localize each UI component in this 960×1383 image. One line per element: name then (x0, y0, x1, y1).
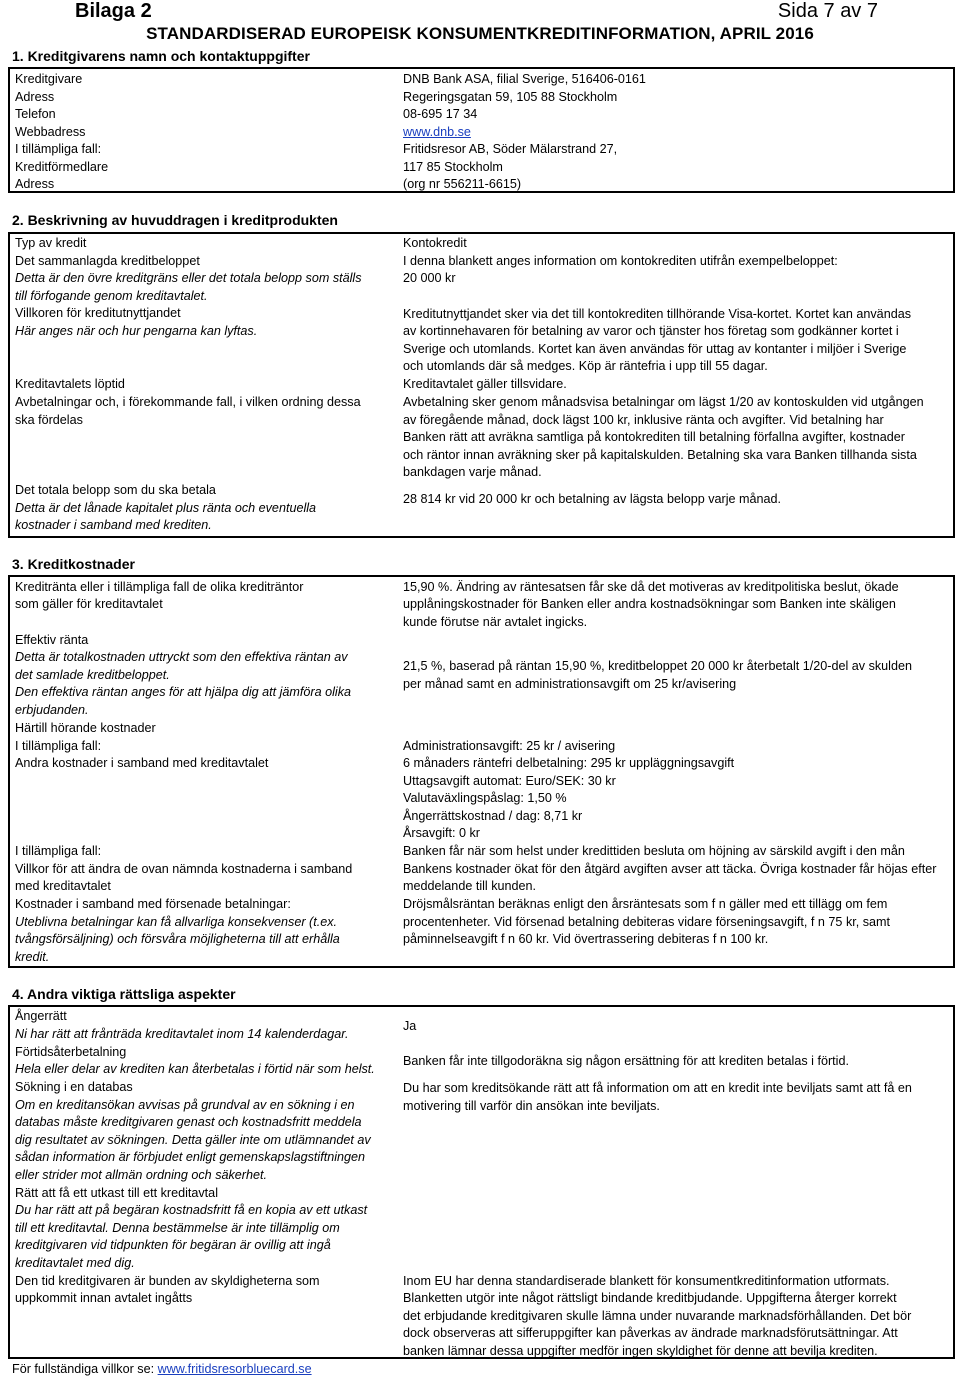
ranta-value-1: 15,90 %. Ändring av räntesatsen får ske då det motiveras av kreditpolitiska beslut, ökade (403, 580, 899, 594)
effektiv-ranta-label: Effektiv ränta (15, 633, 89, 647)
avbetalningar-value-3: Banken rätt att avräkna samtliga på kontokrediten till betalning förfallna avgifter, kostnader (403, 430, 905, 444)
bunden-label-1: Den tid kreditgivaren är bunden av skyldigheterna som (15, 1274, 320, 1288)
section-2-title: 2. Beskrivning av huvuddragen i kreditprodukten (12, 212, 338, 228)
effektiv-ranta-desc-4: erbjudanden. (15, 703, 89, 717)
villkor-value-4: och utomlands där så medges. Köp är räntefria i upp till 55 dagar. (403, 359, 768, 373)
totalt-belopp-value: 28 814 kr vid 20 000 kr och betalning av lägsta belopp varje månad. (403, 492, 782, 506)
forsenade-value-1: Dröjsmålsräntan beräknas enligt den årsräntesats som f n gäller med ett tillägg om fem (403, 897, 888, 911)
kreditbelopp-desc-1: Detta är den övre kreditgräns eller det totala belopp som ställs (15, 271, 362, 285)
footer (12, 1362, 312, 1376)
avbetalningar-value-4: och räntor innan avräkning sker på kapitalskulden. Betalning ska vara Banken tillhanda sista (403, 448, 917, 462)
kreditbelopp-value-2: 20 000 kr (403, 271, 456, 285)
section-3-title: 3. Kreditkostnader (12, 556, 135, 572)
databas-desc-2: databas måste kreditgivaren genast och kostnadsfritt meddela (15, 1115, 362, 1129)
typ-av-kredit-value: Kontokredit (403, 236, 467, 250)
angerratt-label: Ångerrätt (15, 1009, 67, 1023)
kostnad-angerratt: Ångerrättskostnad / dag: 8,71 kr (403, 809, 583, 823)
adress-label: Adress (15, 90, 55, 104)
andra-villkor-value-3: meddelande till kunden. (403, 879, 537, 893)
page-number: Sida 7 av 7 (777, 0, 878, 22)
avbetalningar-value-5: bankdagen varje månad. (403, 465, 542, 479)
section-1-box (8, 67, 955, 193)
loptid-label: Kreditavtalets löptid (15, 377, 125, 391)
utkast-desc-3: kreditgivaren vid tidpunkten för begäran är ovillig att ingå (15, 1238, 331, 1252)
utkast-desc-2: till ett kreditavtal. Denna bestämmelse är inte tillämplig om (15, 1221, 340, 1235)
databas-value-2: motivering till varför din ansökan inte beviljats. (403, 1099, 660, 1113)
villkor-label: Villkoren för kreditutnyttjandet (15, 306, 181, 320)
ovriga-kostnader-label-1: I tillämpliga fall: (15, 739, 102, 753)
section-4-title: 4. Andra viktiga rättsliga aspekter (12, 986, 236, 1002)
kreditgivare-value: DNB Bank ASA, filial Sverige, 516406-0161 (403, 72, 646, 86)
bunden-value-2: Blanketten utgör inte något rättsligt bindande kreditbjudande. Uppgifterna återger korrekt (403, 1291, 897, 1305)
kostnad-uttag: Uttagsavgift automat: Euro/SEK: 30 kr (403, 774, 616, 788)
kreditbelopp-value-1: I denna blankett anges information om kontokrediten utifrån exempelbeloppet: (403, 254, 838, 268)
bunden-value-4: dock observeras att sifferuppgifter kan påverkas av ändrade marknadsförutsättningar. Att (403, 1326, 898, 1340)
footer-link[interactable]: www.fritidsresorbluecard.se (157, 1362, 312, 1376)
villkor-value-2: av kortinnehavaren för betalning av varor och tjänster hos företag som godkänner kortet i (403, 324, 899, 338)
avbetalningar-label-1: Avbetalningar och, i förekommande fall, i vilken ordning dessa (15, 395, 361, 409)
ovriga-kostnader-label-2: Andra kostnader i samband med kreditavtalet (15, 756, 269, 770)
ranta-value-2: upplåningskostnader för Banken eller andra kostnadsökningar som Banken inte skäligen (403, 597, 896, 611)
ranta-value-3: kunde förutse när avtalet ingicks. (403, 615, 588, 629)
angerratt-value: Ja (403, 1019, 417, 1033)
formedlare-value-2: 117 85 Stockholm (403, 160, 503, 174)
section-3-box (8, 575, 955, 968)
kreditbelopp-desc-2: till förfogande genom kreditavtalet. (15, 289, 208, 303)
fortid-desc: Hela eller delar av krediten kan återbetalas i förtid när som helst. (15, 1062, 375, 1076)
formedlare-label-1: I tillämpliga fall: (15, 142, 102, 156)
ranta-label-2: som gäller för kreditavtalet (15, 597, 163, 611)
section-4-box (8, 1005, 955, 1359)
avbetalningar-label-2: ska fördelas (15, 413, 83, 427)
totalt-belopp-desc-1: Detta är det lånade kapitalet plus ränta och eventuella (15, 501, 317, 515)
villkor-value-1: Kreditutnyttjandet sker via det till kontokrediten tillhörande Visa-kortet. Kortet kan användas (403, 307, 911, 321)
section-1-title: 1. Kreditgivarens namn och kontaktuppgifter (12, 48, 310, 64)
effektiv-ranta-desc-1: Detta är totalkostnaden uttryckt som den effektiva räntan av (15, 650, 348, 664)
databas-desc-5: eller strider mot allmän ordning och säkerhet. (15, 1168, 267, 1182)
fortid-value: Banken får inte tillgodoräkna sig någon ersättning för att krediten betalas i förtid. (403, 1054, 849, 1068)
totalt-belopp-label: Det totala belopp som du ska betala (15, 483, 216, 497)
villkor-value-3: Sverige och utomlands. Kortet kan även användas för uttag av kontanter i miljöer i Sverige (403, 342, 907, 356)
webbadress-label: Webbadress (15, 125, 86, 139)
forsenade-desc-1: Uteblivna betalningar kan få allvarliga konsekvenser (t.ex. (15, 915, 338, 929)
fortid-label: Förtidsåterbetalning (15, 1045, 127, 1059)
kreditgivare-label: Kreditgivare (15, 72, 83, 86)
bilaga-label: Bilaga 2 (75, 0, 152, 22)
formedlare-label-3: Adress (15, 177, 55, 191)
kostnad-valuta: Valutaväxlingspåslag: 1,50 % (403, 791, 567, 805)
andra-villkor-label-1: I tillämpliga fall: (15, 844, 102, 858)
kostnad-delbetalning: 6 månaders räntefri delbetalning: 295 kr uppläggningsavgift (403, 756, 735, 770)
bunden-label-2: uppkommit innan avtalet ingåtts (15, 1291, 193, 1305)
bunden-value-1: Inom EU har denna standardiserade blankett för konsumentkreditinformation utformats. (403, 1274, 890, 1288)
totalt-belopp-desc-2: kostnader i samband med krediten. (15, 518, 212, 532)
databas-desc-1: Om en kreditansökan avvisas på grundval av en sökning i en (15, 1098, 355, 1112)
utkast-desc-4: kreditavtalet med dig. (15, 1256, 135, 1270)
utkast-desc-1: Du har rätt att på begäran kostnadsfritt få en kopia av ett utkast (15, 1203, 368, 1217)
typ-av-kredit-label: Typ av kredit (15, 236, 87, 250)
effektiv-ranta-value-2: per månad samt en administrationsavgift om 25 kr/avisering (403, 677, 737, 691)
databas-value-1: Du har som kreditsökande rätt att få information om att en kredit inte beviljats samt att få en (403, 1081, 912, 1095)
kostnad-arsavgift: Årsavgift: 0 kr (403, 826, 480, 840)
formedlare-label-2: Kreditförmedlare (15, 160, 109, 174)
forsenade-value-2: procentenheter. Vid försenad betalning debiteras vidare förseningsavgift, f n 75 kr, samt (403, 915, 891, 929)
utkast-label: Rätt att få ett utkast till ett kreditavtal (15, 1186, 218, 1200)
bunden-value-3: det erbjudande kreditgivaren skulle lämna under nuvarande marknadsförhållanden. Det bör (403, 1309, 912, 1323)
adress-value: Regeringsgatan 59, 105 88 Stockholm (403, 90, 618, 104)
angerratt-desc: Ni har rätt att frånträda kreditavtalet inom 14 kalenderdagar. (15, 1027, 349, 1041)
andra-villkor-label-3: med kreditavtalet (15, 879, 111, 893)
andra-villkor-label-2: Villkor för att ändra de ovan nämnda kostnaderna i samband (15, 862, 353, 876)
telefon-label: Telefon (15, 107, 56, 121)
footer-text: För fullständiga villkor se: (12, 1362, 158, 1376)
effektiv-ranta-desc-2: det samlade kreditbeloppet. (15, 668, 170, 682)
effektiv-ranta-desc-3: Den effektiva räntan anges för att hjälpa dig att jämföra olika (15, 685, 352, 699)
avbetalningar-value-1: Avbetalning sker genom månadsvisa betalningar om lägst 1/20 av kontoskulden vid utgången (403, 395, 924, 409)
formedlare-value-3: (org nr 556211-6615) (403, 177, 522, 191)
databas-desc-4: sådan information är förbjudet enligt gemenskapslagstiftningen (15, 1150, 366, 1164)
document-title: STANDARDISERAD EUROPEISK KONSUMENTKREDITINFORMATION, APRIL 2016 (146, 24, 814, 43)
ranta-label-1: Kreditränta eller i tillämpliga fall de olika krediträntor (15, 580, 304, 594)
telefon-value: 08-695 17 34 (403, 107, 478, 121)
hartill-kostnader-label: Härtill hörande kostnader (15, 721, 156, 735)
webbadress-link[interactable]: www.dnb.se (403, 125, 471, 139)
databas-desc-3: dig resultatet av sökningen. Detta gäller inte om utlämnandet av (15, 1133, 371, 1147)
kreditbelopp-label: Det sammanlagda kreditbeloppet (15, 254, 200, 268)
villkor-desc: Här anges när och hur pengarna kan lyftas. (15, 324, 258, 338)
formedlare-value-1: Fritidsresor AB, Söder Mälarstrand 27, (403, 142, 618, 156)
forsenade-label: Kostnader i samband med försenade betalningar: (15, 897, 291, 911)
avbetalningar-value-2: av föregående månad, dock lägst 100 kr, inklusive ränta och avgifter. Vid betalning har (403, 413, 884, 427)
loptid-value: Kreditavtalet gäller tillsvidare. (403, 377, 567, 391)
section-2-box (8, 232, 955, 538)
bunden-value-5: banken lämnar dessa uppgifter medför ingen skyldighet för denne att bevilja krediten. (403, 1344, 878, 1358)
effektiv-ranta-value-1: 21,5 %, baserad på räntan 15,90 %, kreditbeloppet 20 000 kr återbetalt 1/20-del av skulden (403, 659, 912, 673)
andra-villkor-value-1: Banken får när som helst under kredittiden besluta om höjning av särskild avgift i den mån (403, 844, 905, 858)
kostnad-admin: Administrationsavgift: 25 kr / avisering (403, 739, 616, 753)
forsenade-value-3: påminnelseavgift f n 60 kr. Vid övertrassering debiteras f n 100 kr. (403, 932, 769, 946)
databas-label: Sökning i en databas (15, 1080, 133, 1094)
forsenade-desc-3: kredit. (15, 950, 50, 964)
andra-villkor-value-2: Bankens kostnader ökat för den åtgärd avgiften avser att täcka. Övriga kostnader får höjas efter (403, 862, 937, 876)
forsenade-desc-2: tvångsförsäljning) och försvåra möjligheterna till att erhålla (15, 932, 340, 946)
